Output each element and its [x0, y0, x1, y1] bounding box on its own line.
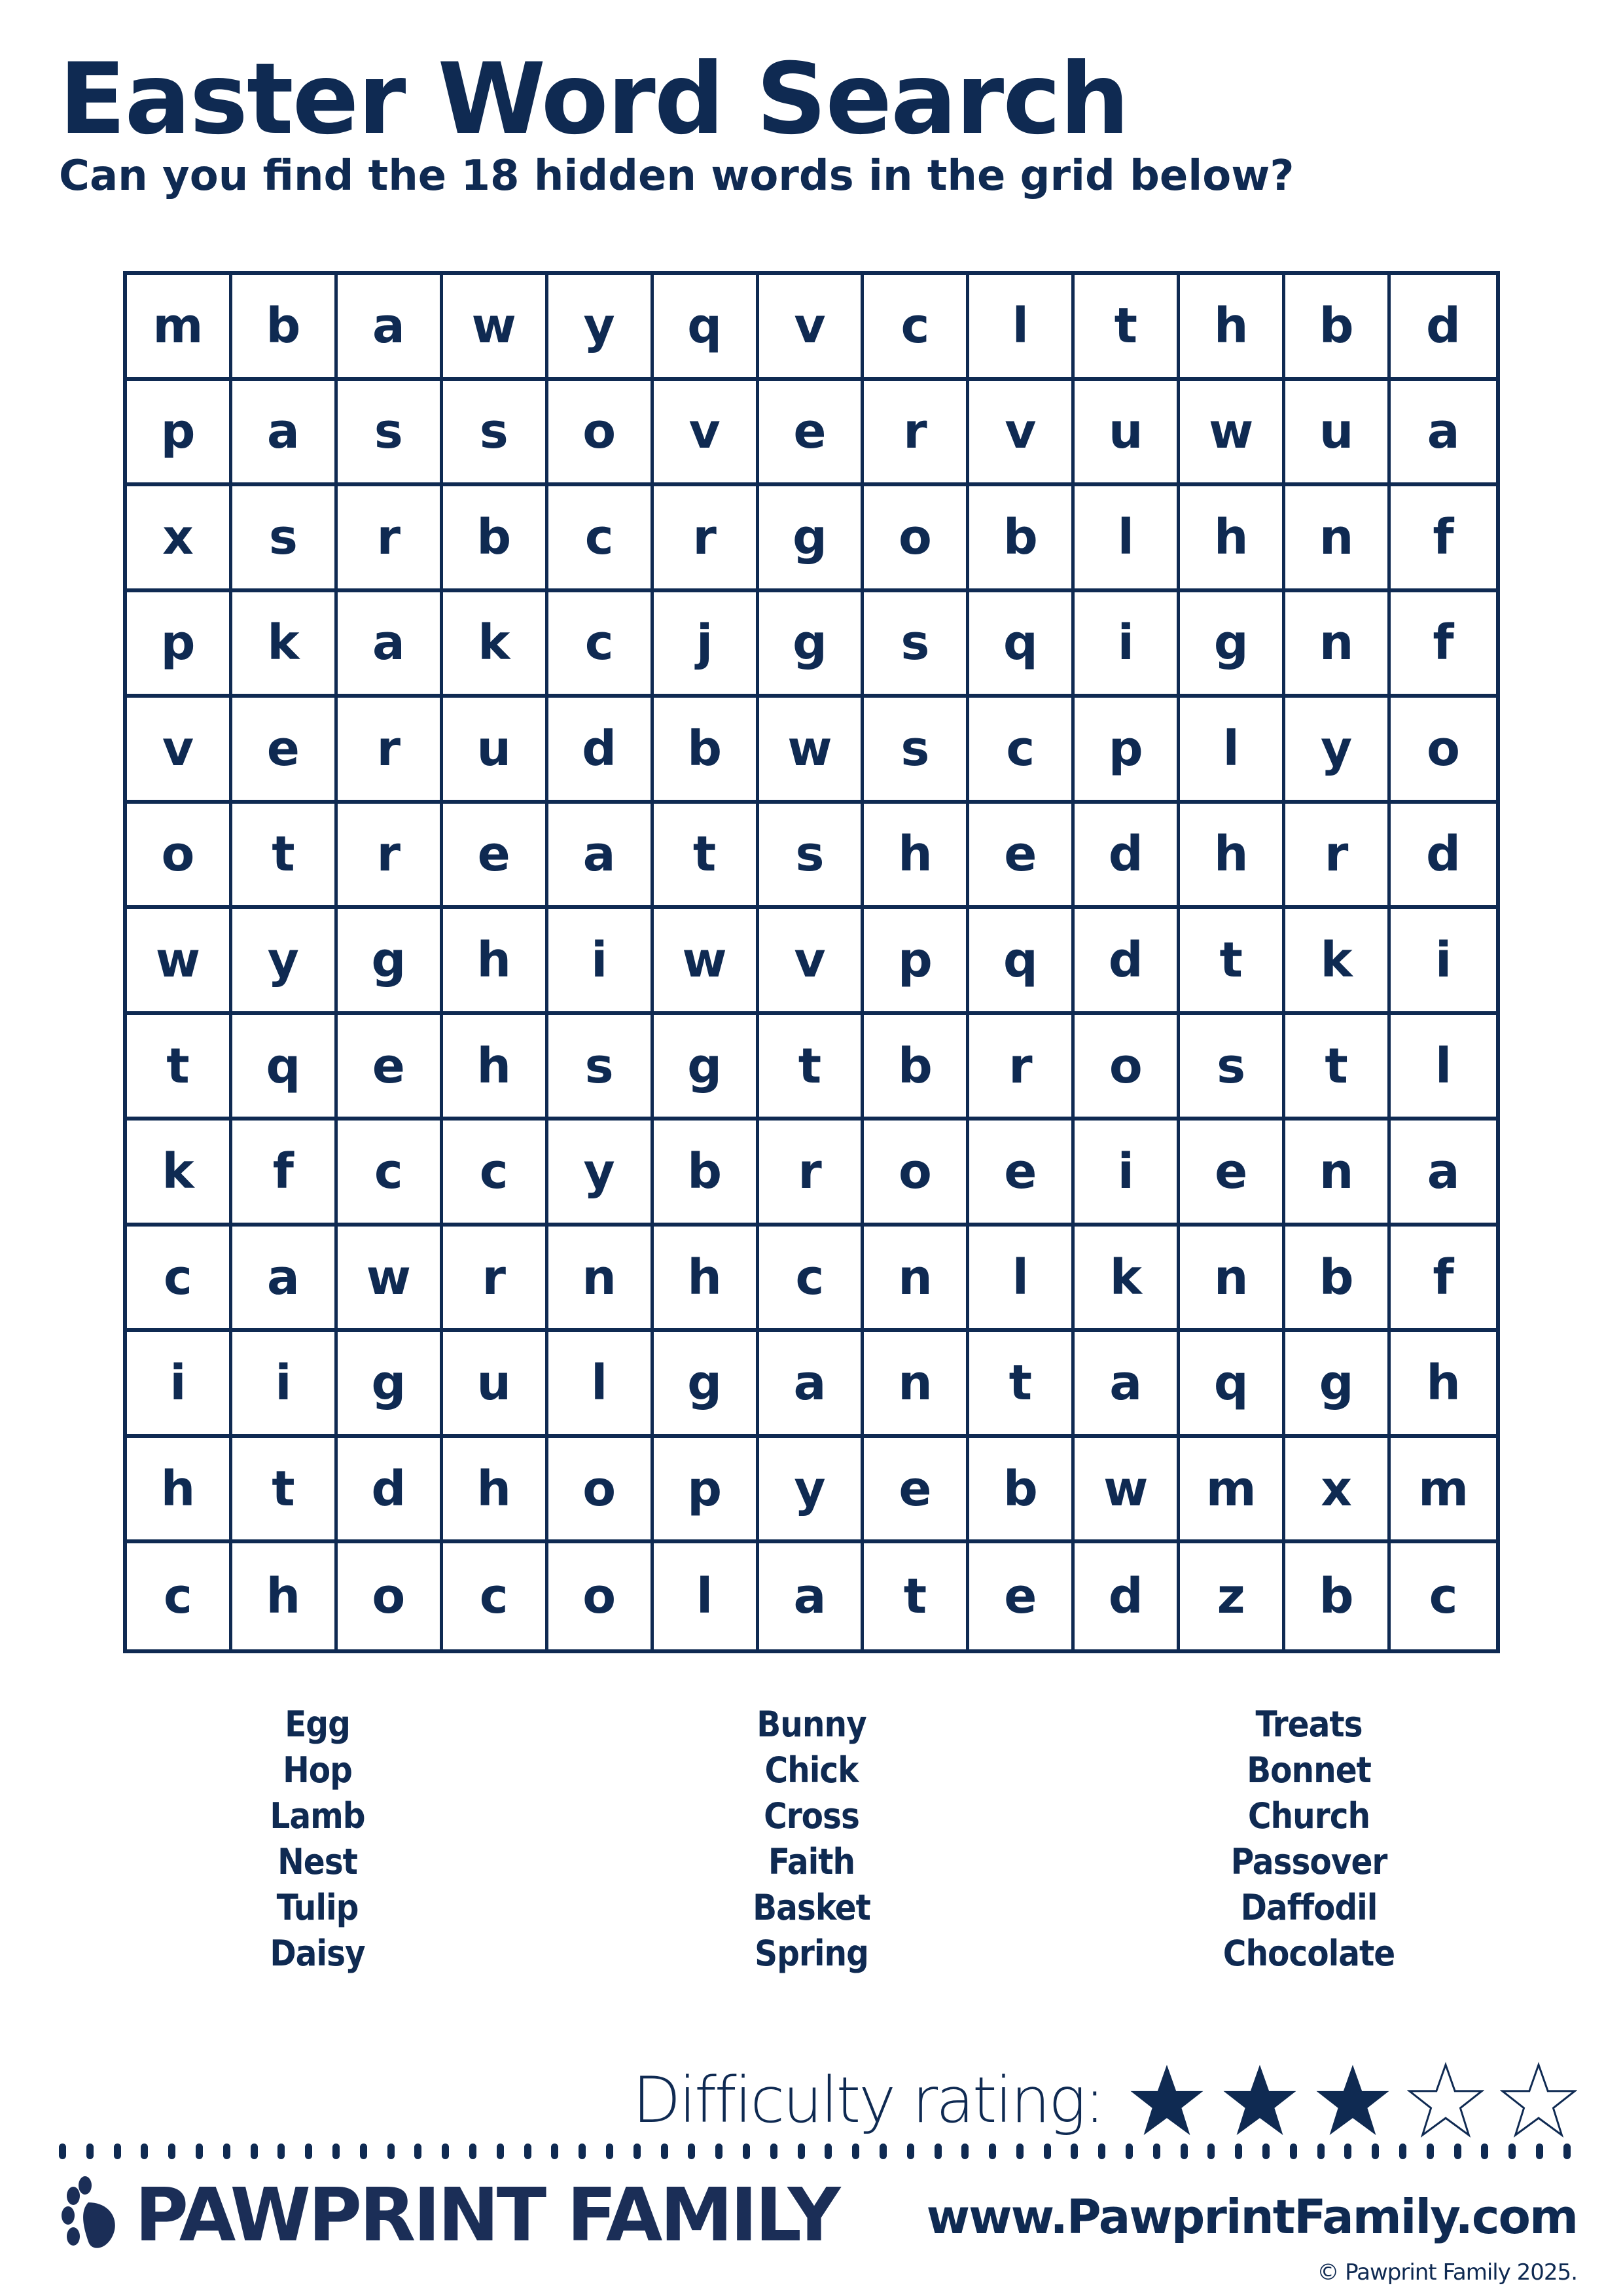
grid-cell[interactable]: l — [548, 1332, 654, 1438]
grid-cell[interactable]: k — [1075, 1227, 1180, 1333]
grid-cell[interactable]: e — [759, 381, 865, 487]
grid-cell[interactable]: s — [338, 381, 443, 487]
divider-dot — [1427, 2144, 1434, 2159]
grid-cell[interactable]: e — [338, 1015, 443, 1121]
grid-cell[interactable]: o — [548, 1438, 654, 1544]
word-item: Basket — [753, 1887, 870, 1928]
word-item: Bunny — [757, 1704, 866, 1745]
grid-cell[interactable]: g — [338, 909, 443, 1015]
divider-dot — [168, 2144, 175, 2159]
grid-cell[interactable]: b — [1285, 1543, 1391, 1649]
divider-dot — [1481, 2144, 1488, 2159]
grid-cell[interactable]: g — [654, 1332, 759, 1438]
grid-cell[interactable]: d — [338, 1438, 443, 1544]
word-item: Spring — [755, 1933, 868, 1974]
grid-cell[interactable]: q — [654, 275, 759, 381]
grid-cell[interactable]: m — [1180, 1438, 1285, 1544]
grid-cell[interactable]: e — [864, 1438, 969, 1544]
divider-dot — [880, 2144, 887, 2159]
word-list-column-2 — [648, 1702, 975, 1977]
grid-cell[interactable]: n — [548, 1227, 654, 1333]
grid-cell[interactable]: c — [127, 1543, 232, 1649]
word-item: Chick — [764, 1749, 859, 1791]
grid-cell[interactable]: o — [864, 1121, 969, 1227]
word-item: Hop — [283, 1749, 352, 1791]
divider-dot — [1126, 2144, 1133, 2159]
star-outline-icon — [1407, 2062, 1484, 2139]
grid-cell[interactable]: f — [232, 1121, 338, 1227]
divider-dot — [551, 2144, 558, 2159]
divider-dot — [223, 2144, 230, 2159]
divider-dot — [1344, 2144, 1351, 2159]
divider-dot — [1454, 2144, 1461, 2159]
word-search-grid — [123, 271, 1500, 1653]
grid-cell[interactable]: r — [338, 804, 443, 910]
grid-cell[interactable]: c — [1429, 1568, 1458, 1625]
grid-cell[interactable]: u — [1285, 381, 1391, 487]
divider-dot — [1290, 2144, 1297, 2159]
divider-dot — [524, 2144, 531, 2159]
grid-cell[interactable]: o — [864, 486, 969, 592]
grid-cell[interactable]: n — [864, 1227, 969, 1333]
grid-cell[interactable]: h — [443, 1015, 548, 1121]
grid-cell[interactable]: w — [1075, 1438, 1180, 1544]
grid-cell[interactable]: i — [1391, 909, 1496, 1015]
grid-cell[interactable]: e — [969, 1543, 1075, 1649]
divider-dot — [1153, 2144, 1160, 2159]
divider-dot — [989, 2144, 996, 2159]
grid-cell[interactable]: r — [338, 486, 443, 592]
star-filled-icon — [1314, 2062, 1391, 2139]
grid-cell[interactable]: k — [443, 592, 548, 698]
grid-cell[interactable]: h — [443, 909, 548, 1015]
grid-cell[interactable]: g — [1180, 592, 1285, 698]
page-subtitle: Can you find the 18 hidden words in the grid below? — [59, 152, 1294, 200]
divider-dot — [414, 2144, 421, 2159]
grid-cell[interactable]: s — [232, 486, 338, 592]
divider-dot — [1262, 2144, 1270, 2159]
grid-cell[interactable]: h — [654, 1227, 759, 1333]
grid-cell[interactable]: r — [759, 1121, 865, 1227]
grid-cell[interactable]: n — [1285, 486, 1391, 592]
grid-cell[interactable]: a — [1391, 381, 1496, 487]
grid-cell[interactable]: d — [1075, 1543, 1180, 1649]
grid-cell[interactable]: k — [127, 1121, 232, 1227]
divider-dot — [770, 2144, 777, 2159]
divider-dot — [1563, 2144, 1571, 2159]
grid-cell[interactable]: u — [443, 1332, 548, 1438]
grid-cell[interactable]: q — [969, 592, 1075, 698]
grid-cell[interactable]: h — [1180, 486, 1285, 592]
grid-cell[interactable]: g — [759, 592, 865, 698]
divider-dot — [633, 2144, 641, 2159]
grid-cell[interactable]: t — [232, 804, 338, 910]
star-outline-icon — [1500, 2062, 1577, 2139]
grid-cell[interactable]: o — [1391, 698, 1496, 804]
grid-cell[interactable]: h — [1180, 275, 1285, 381]
grid-cell[interactable]: r — [443, 1227, 548, 1333]
word-item: Passover — [1230, 1841, 1387, 1882]
grid-cell[interactable]: s — [548, 1015, 654, 1121]
grid-cell[interactable]: p — [654, 1438, 759, 1544]
word-item: Lamb — [270, 1795, 365, 1837]
divider-dot — [1235, 2144, 1242, 2159]
divider-dot — [579, 2144, 586, 2159]
page-title: Easter Word Search — [59, 43, 1128, 156]
grid-cell[interactable]: n — [1285, 592, 1391, 698]
grid-cell[interactable]: b — [969, 486, 1075, 592]
grid-cell[interactable]: d — [1391, 804, 1496, 910]
grid-cell[interactable]: g — [338, 1332, 443, 1438]
grid-cell[interactable]: s — [864, 698, 969, 804]
grid-cell[interactable]: v — [969, 381, 1075, 487]
brand-name: PAWPRINT FAMILY — [135, 2173, 838, 2258]
grid-cell[interactable]: l — [654, 1543, 759, 1649]
word-item: Faith — [768, 1841, 855, 1882]
grid-cell[interactable]: h — [127, 1438, 232, 1544]
word-item: Bonnet — [1247, 1749, 1371, 1791]
divider-dot — [935, 2144, 942, 2159]
grid-cell[interactable]: w — [127, 909, 232, 1015]
grid-cell[interactable]: t — [759, 1015, 865, 1121]
grid-cell[interactable]: d — [1391, 275, 1496, 381]
grid-cell[interactable]: k — [232, 592, 338, 698]
grid-cell[interactable]: t — [232, 1438, 338, 1544]
star-rating — [1128, 2062, 1577, 2139]
word-item: Nest — [277, 1841, 357, 1882]
grid-cell[interactable]: v — [759, 909, 865, 1015]
grid-cell[interactable]: p — [1075, 698, 1180, 804]
divider-dot — [1071, 2144, 1078, 2159]
divider-dot — [907, 2144, 914, 2159]
grid-cell[interactable]: c — [759, 1227, 865, 1333]
word-item: Church — [1247, 1795, 1370, 1837]
grid-cell[interactable]: t — [654, 804, 759, 910]
grid-cell[interactable]: s — [864, 592, 969, 698]
word-item: Chocolate — [1222, 1933, 1395, 1974]
divider-dot — [1508, 2144, 1516, 2159]
grid-cell[interactable]: o — [127, 804, 232, 910]
grid-cell[interactable]: b — [654, 1121, 759, 1227]
divider-dot — [1181, 2144, 1188, 2159]
grid-cell[interactable]: g — [759, 486, 865, 592]
divider-dot — [798, 2144, 805, 2159]
grid-cell[interactable]: t — [969, 1332, 1075, 1438]
grid-cell[interactable]: j — [654, 592, 759, 698]
grid-cell[interactable]: o — [548, 381, 654, 487]
grid-cell[interactable]: a — [338, 275, 443, 381]
grid-cell[interactable]: c — [969, 698, 1075, 804]
grid-cell[interactable]: w — [1180, 381, 1285, 487]
grid-cell[interactable]: l — [969, 275, 1075, 381]
divider-dot — [86, 2144, 94, 2159]
grid-cell[interactable]: y — [1285, 698, 1391, 804]
grid-cell[interactable]: w — [654, 909, 759, 1015]
word-item: Egg — [285, 1704, 350, 1745]
divider-dot — [1372, 2144, 1379, 2159]
grid-cell[interactable]: v — [654, 381, 759, 487]
divider-dot — [1044, 2144, 1051, 2159]
grid-cell[interactable]: f — [1391, 592, 1496, 698]
grid-cell[interactable]: a — [759, 1332, 865, 1438]
grid-cell[interactable]: h — [443, 1438, 548, 1544]
grid-cell[interactable]: b — [864, 1015, 969, 1121]
grid-cell[interactable]: r — [969, 1015, 1075, 1121]
grid-cell[interactable]: q — [969, 909, 1075, 1015]
grid-cell[interactable]: u — [1075, 381, 1180, 487]
divider-dot — [469, 2144, 476, 2159]
grid-cell[interactable]: n — [864, 1332, 969, 1438]
grid-cell[interactable]: w — [443, 275, 548, 381]
divider-dot — [332, 2144, 340, 2159]
divider-dot — [852, 2144, 859, 2159]
divider-dot — [1098, 2144, 1105, 2159]
divider-dot — [825, 2144, 832, 2159]
grid-cell[interactable]: w — [759, 698, 865, 804]
grid-cell[interactable]: a — [338, 592, 443, 698]
grid-cell[interactable]: i — [548, 909, 654, 1015]
grid-cell[interactable]: z — [1180, 1543, 1285, 1649]
grid-cell[interactable]: g — [1285, 1332, 1391, 1438]
grid-cell[interactable]: r — [338, 698, 443, 804]
grid-cell[interactable]: u — [443, 698, 548, 804]
grid-cell[interactable]: p — [864, 909, 969, 1015]
grid-cell[interactable]: y — [759, 1438, 865, 1544]
grid-cell[interactable]: e — [232, 698, 338, 804]
star-filled-icon — [1221, 2062, 1298, 2139]
grid-cell[interactable]: l — [969, 1227, 1075, 1333]
grid-cell[interactable]: n — [1180, 1227, 1285, 1333]
grid-cell[interactable]: t — [864, 1543, 969, 1649]
grid-cell[interactable]: a — [232, 1227, 338, 1333]
grid-cell[interactable]: h — [1180, 804, 1285, 910]
grid-cell[interactable]: d — [548, 698, 654, 804]
divider-dot — [251, 2144, 258, 2159]
grid-cell[interactable]: b — [443, 486, 548, 592]
divider-dot — [387, 2144, 395, 2159]
grid-cell[interactable]: c — [548, 486, 654, 592]
grid-cell[interactable]: e — [969, 1121, 1075, 1227]
grid-cell[interactable]: b — [969, 1438, 1075, 1544]
divider-dot — [1536, 2144, 1543, 2159]
grid-cell[interactable]: b — [1285, 275, 1391, 381]
grid-cell[interactable]: g — [654, 1015, 759, 1121]
grid-cell[interactable]: n — [1285, 1121, 1391, 1227]
website-link[interactable]: www.PawprintFamily.com — [926, 2189, 1577, 2244]
word-item: Daffodil — [1240, 1887, 1378, 1928]
word-list-column-3 — [1145, 1702, 1472, 1977]
grid-cell[interactable]: q — [1180, 1332, 1285, 1438]
grid-cell[interactable]: e — [969, 804, 1075, 910]
grid-cell[interactable]: y — [548, 1121, 654, 1227]
grid-cell[interactable]: w — [338, 1227, 443, 1333]
grid-cell[interactable]: b — [1285, 1227, 1391, 1333]
grid-cell[interactable]: l — [1180, 698, 1285, 804]
grid-cell[interactable]: b — [654, 698, 759, 804]
grid-cell[interactable]: v — [759, 275, 865, 381]
grid-cell[interactable]: i — [1075, 1121, 1180, 1227]
divider-dot — [1399, 2144, 1406, 2159]
paw-print-icon — [59, 2176, 124, 2255]
divider-dot — [277, 2144, 285, 2159]
grid-cell[interactable]: h — [1391, 1332, 1496, 1438]
grid-cell[interactable]: h — [864, 804, 969, 910]
grid-cell[interactable]: t — [127, 1015, 232, 1121]
grid-cell[interactable]: c — [548, 592, 654, 698]
grid-cell[interactable]: l — [1075, 486, 1180, 592]
grid-cell[interactable]: a — [759, 1543, 865, 1649]
divider-dot — [305, 2144, 312, 2159]
grid-cell[interactable]: s — [443, 381, 548, 487]
grid-cell[interactable]: m — [127, 275, 232, 381]
grid-cell[interactable]: t — [1285, 1015, 1391, 1121]
grid-cell[interactable]: y — [232, 909, 338, 1015]
divider-dot — [497, 2144, 504, 2159]
divider-dot — [196, 2144, 203, 2159]
divider-dot — [743, 2144, 750, 2159]
copyright-notice: © Pawprint Family 2025. — [1317, 2259, 1577, 2286]
grid-cell[interactable]: a — [1075, 1332, 1180, 1438]
divider-dot — [1317, 2144, 1325, 2159]
grid-cell[interactable]: o — [1075, 1015, 1180, 1121]
grid-cell[interactable]: e — [443, 804, 548, 910]
grid-cell[interactable]: r — [1285, 804, 1391, 910]
divider-dot — [1016, 2144, 1024, 2159]
grid-cell[interactable]: s — [1180, 1015, 1285, 1121]
divider-dot — [114, 2144, 121, 2159]
grid-cell[interactable]: i — [232, 1332, 338, 1438]
divider-dot — [1207, 2144, 1215, 2159]
grid-cell[interactable]: a — [548, 804, 654, 910]
grid-cell[interactable]: q — [232, 1015, 338, 1121]
divider-dot — [606, 2144, 613, 2159]
grid-cell[interactable]: i — [127, 1332, 232, 1438]
grid-cell[interactable]: l — [1391, 1015, 1496, 1121]
grid-cell[interactable]: o — [338, 1543, 443, 1649]
dotted-divider — [59, 2144, 1571, 2159]
grid-cell[interactable]: c — [864, 275, 969, 381]
grid-cell[interactable]: i — [1075, 592, 1180, 698]
grid-cell[interactable]: d — [1075, 804, 1180, 910]
divider-dot — [715, 2144, 722, 2159]
grid-cell[interactable]: k — [1285, 909, 1391, 1015]
grid-cell[interactable]: b — [232, 275, 338, 381]
grid-cell[interactable]: m — [1391, 1438, 1496, 1544]
divider-dot — [688, 2144, 695, 2159]
grid-cell[interactable]: f — [1391, 486, 1496, 592]
grid-cell[interactable]: o — [548, 1543, 654, 1649]
grid-cell[interactable]: f — [1391, 1227, 1496, 1333]
grid-cell[interactable]: x — [127, 486, 232, 592]
divider-dot — [661, 2144, 668, 2159]
grid-cell[interactable]: y — [548, 275, 654, 381]
divider-dot — [961, 2144, 969, 2159]
difficulty-rating — [632, 2062, 1577, 2139]
grid-cell[interactable]: e — [1180, 1121, 1285, 1227]
word-item: Treats — [1255, 1704, 1363, 1745]
grid-cell[interactable]: r — [654, 486, 759, 592]
grid-cell[interactable]: c — [338, 1121, 443, 1227]
grid-cell[interactable]: t — [1075, 275, 1180, 381]
divider-dot — [141, 2144, 148, 2159]
grid-cell[interactable]: c — [127, 1227, 232, 1333]
grid-cell[interactable]: p — [127, 592, 232, 698]
grid-cell[interactable]: p — [127, 381, 232, 487]
divider-dot — [442, 2144, 449, 2159]
grid-cell[interactable]: s — [759, 804, 865, 910]
word-item: Tulip — [276, 1887, 359, 1928]
grid-cell[interactable]: c — [443, 1543, 548, 1649]
grid-cell[interactable]: v — [127, 698, 232, 804]
grid-cell[interactable]: h — [232, 1543, 338, 1649]
word-item: Cross — [764, 1795, 859, 1837]
grid-cell[interactable]: a — [1391, 1121, 1496, 1227]
grid-cell[interactable]: r — [864, 381, 969, 487]
grid-cell[interactable]: d — [1075, 909, 1180, 1015]
word-item: Daisy — [270, 1933, 365, 1974]
divider-dot — [59, 2144, 66, 2159]
divider-dot — [360, 2144, 367, 2159]
brand-logo — [59, 2173, 838, 2258]
grid-cell[interactable]: a — [232, 381, 338, 487]
grid-cell[interactable]: t — [1180, 909, 1285, 1015]
word-list-column-1 — [154, 1702, 481, 1977]
star-filled-icon — [1128, 2062, 1205, 2139]
difficulty-label: Difficulty rating: — [632, 2064, 1103, 2137]
grid-cell[interactable]: x — [1285, 1438, 1391, 1544]
grid-cell[interactable]: c — [443, 1121, 548, 1227]
